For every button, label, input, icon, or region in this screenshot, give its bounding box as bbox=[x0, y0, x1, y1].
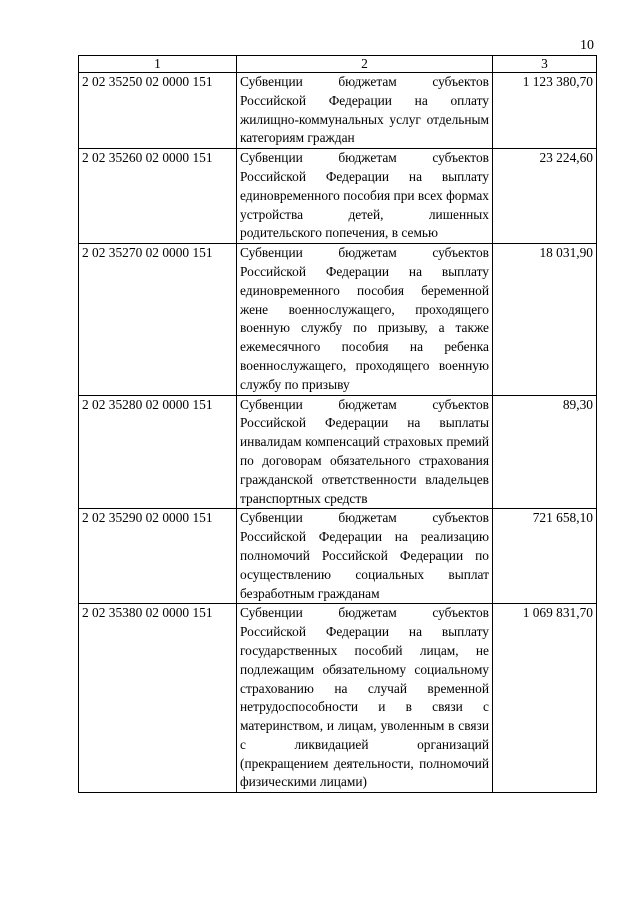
budget-amount: 89,30 bbox=[493, 395, 597, 509]
budget-description: Субвенции бюджетам субъектов Российской Федерации на реализацию полномочий Российской Федерации по осуществлению социальных выплат безработным гражданам bbox=[237, 509, 493, 604]
table-row bbox=[79, 395, 597, 509]
budget-code: 2 02 35250 02 0000 151 bbox=[79, 73, 237, 149]
budget-code: 2 02 35380 02 0000 151 bbox=[79, 604, 237, 793]
page-number: 10 bbox=[580, 38, 594, 53]
table-row bbox=[79, 73, 597, 149]
budget-code: 2 02 35280 02 0000 151 bbox=[79, 395, 237, 509]
budget-description: Субвенции бюджетам субъектов Российской Федерации на выплаты инвалидам компенсаций страховых премий по договорам обязательного страхования гражданской ответственности владельцев транспортных средств bbox=[237, 395, 493, 509]
budget-description: Субвенции бюджетам субъектов Российской Федерации на выплату единовременного пособия беременной жене военнослужащего, проходящего военную службу по призыву, а также ежемесячного пособия на ребенка военнослужащего, проходящего военную службу по призыву bbox=[237, 244, 493, 395]
column-header-description: 2 bbox=[237, 56, 493, 73]
table-header-row bbox=[79, 56, 597, 73]
budget-description: Субвенции бюджетам субъектов Российской Федерации на выплату государственных пособий лицам, не подлежащим обязательному социальному страхованию на случай временной нетрудоспособности и в связи с материнством, и лицам, уволенным в связи с ликвидацией организаций (прекращением деятельности, полномочий физическими лицами) bbox=[237, 604, 493, 793]
budget-amount: 721 658,10 bbox=[493, 509, 597, 604]
budget-amount: 23 224,60 bbox=[493, 149, 597, 244]
budget-description: Субвенции бюджетам субъектов Российской Федерации на выплату единовременного пособия при всех формах устройства детей, лишенных родительского попечения, в семью bbox=[237, 149, 493, 244]
budget-code: 2 02 35260 02 0000 151 bbox=[79, 149, 237, 244]
table-row bbox=[79, 509, 597, 604]
table-row bbox=[79, 244, 597, 395]
budget-revenue-table bbox=[78, 55, 597, 793]
budget-description: Субвенции бюджетам субъектов Российской Федерации на оплату жилищно-коммунальных услуг отдельным категориям граждан bbox=[237, 73, 493, 149]
budget-code: 2 02 35270 02 0000 151 bbox=[79, 244, 237, 395]
column-header-code: 1 bbox=[79, 56, 237, 73]
budget-code: 2 02 35290 02 0000 151 bbox=[79, 509, 237, 604]
table-row bbox=[79, 149, 597, 244]
column-header-amount: 3 bbox=[493, 56, 597, 73]
budget-amount: 18 031,90 bbox=[493, 244, 597, 395]
budget-amount: 1 123 380,70 bbox=[493, 73, 597, 149]
budget-amount: 1 069 831,70 bbox=[493, 604, 597, 793]
table-row bbox=[79, 604, 597, 793]
